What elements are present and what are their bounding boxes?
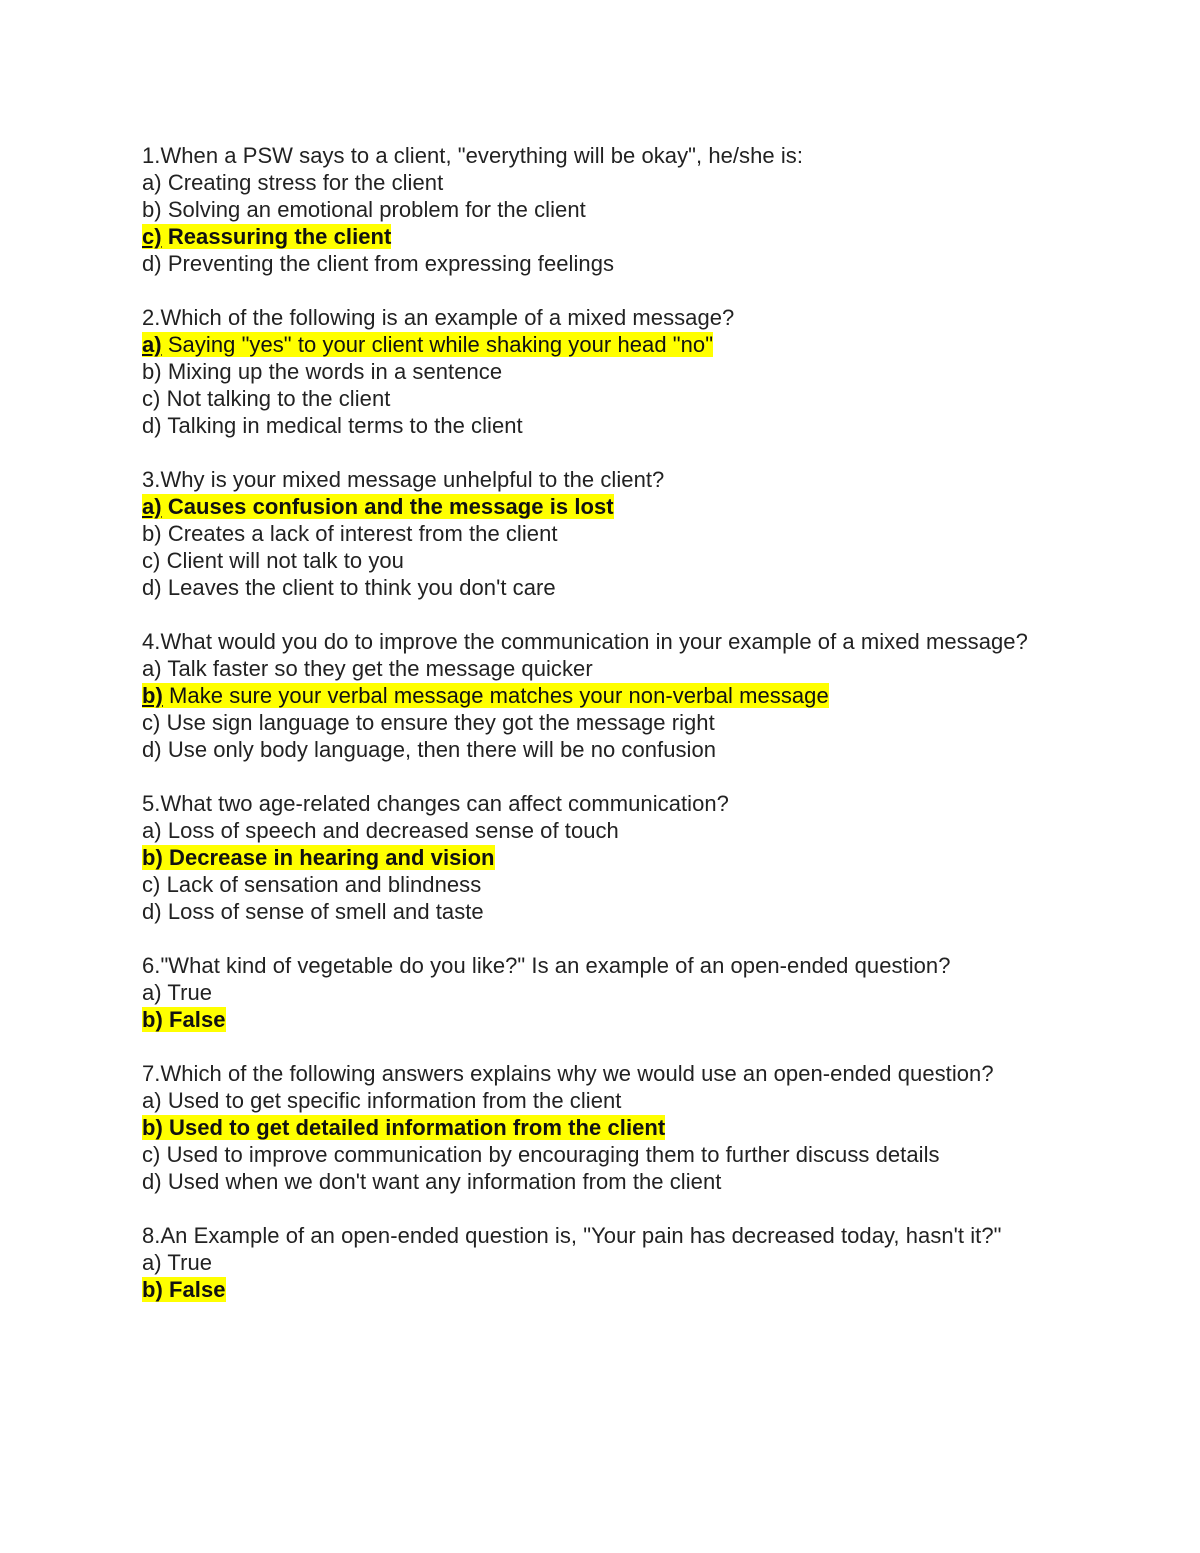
question-block	[142, 142, 1102, 277]
option-text: Not talking to the client	[160, 386, 391, 411]
option-letter: a)	[142, 980, 162, 1005]
highlighted-answer	[142, 1277, 226, 1302]
option-text: Loss of speech and decreased sense of touch	[161, 818, 619, 843]
option-text: Used when we don't want any information from the client	[161, 1169, 722, 1194]
option-text: Decrease in hearing and vision	[162, 845, 495, 870]
option-letter: d)	[142, 413, 162, 438]
answer-option	[142, 871, 1102, 898]
option-text: True	[161, 980, 213, 1005]
answer-option-correct	[142, 1276, 1102, 1303]
document-page	[142, 142, 1102, 1330]
option-content	[142, 980, 212, 1005]
question-text: 4.What would you do to improve the communication in your example of a mixed message?	[142, 629, 1028, 654]
answer-option	[142, 358, 1102, 385]
option-text: Lack of sensation and blindness	[160, 872, 482, 897]
option-content	[142, 656, 593, 681]
question-block	[142, 952, 1102, 1033]
option-letter: b)	[142, 1007, 163, 1032]
answer-option	[142, 196, 1102, 223]
question-text: 2.Which of the following is an example of a mixed message?	[142, 305, 735, 330]
answer-option	[142, 1141, 1102, 1168]
answer-option	[142, 169, 1102, 196]
option-letter: c)	[142, 386, 161, 411]
option-text: True	[161, 1250, 213, 1275]
option-content	[142, 251, 614, 276]
answer-option	[142, 736, 1102, 763]
option-text: Used to get detailed information from the client	[162, 1115, 666, 1140]
answer-option	[142, 1087, 1102, 1114]
answer-option	[142, 898, 1102, 925]
option-letter: d)	[142, 899, 162, 924]
option-letter: a)	[142, 818, 162, 843]
option-letter: b)	[142, 845, 163, 870]
highlighted-answer	[142, 494, 614, 519]
option-text: Creates a lack of interest from the client	[161, 521, 558, 546]
option-text: Leaves the client to think you don't care	[161, 575, 556, 600]
option-content	[142, 737, 716, 762]
answer-option-correct	[142, 1114, 1102, 1141]
option-text: Talk faster so they get the message quicker	[161, 656, 593, 681]
answer-option-correct	[142, 1006, 1102, 1033]
option-letter: a)	[142, 170, 162, 195]
option-text: Causes confusion and the message is lost	[161, 494, 614, 519]
option-content	[142, 413, 523, 438]
answer-option	[142, 250, 1102, 277]
option-letter: c)	[142, 710, 161, 735]
highlighted-answer	[142, 224, 391, 249]
option-content	[142, 1088, 621, 1113]
option-content	[142, 1142, 940, 1167]
highlighted-answer	[142, 683, 829, 708]
option-text: Loss of sense of smell and taste	[161, 899, 484, 924]
highlighted-answer	[142, 1007, 226, 1032]
option-letter: c)	[142, 872, 161, 897]
answer-option	[142, 1168, 1102, 1195]
option-letter: a)	[142, 656, 162, 681]
option-text: False	[162, 1277, 226, 1302]
option-content	[142, 521, 558, 546]
answer-option-correct	[142, 223, 1102, 250]
answer-option	[142, 547, 1102, 574]
answer-option	[142, 817, 1102, 844]
option-content	[142, 197, 586, 222]
option-content	[142, 548, 404, 573]
option-content	[142, 359, 502, 384]
option-text: Client will not talk to you	[160, 548, 404, 573]
option-content	[142, 710, 715, 735]
answer-option	[142, 520, 1102, 547]
question-block	[142, 1222, 1102, 1303]
option-content	[142, 386, 390, 411]
option-content	[142, 575, 556, 600]
option-letter: b)	[142, 359, 162, 384]
answer-option	[142, 655, 1102, 682]
question-block	[142, 628, 1102, 763]
option-text: Mixing up the words in a sentence	[161, 359, 503, 384]
question-text: 8.An Example of an open-ended question is, "Your pain has decreased today, hasn't it?"	[142, 1223, 1002, 1248]
option-letter: a)	[142, 1250, 162, 1275]
option-text: Used to get specific information from the client	[161, 1088, 622, 1113]
answer-option	[142, 574, 1102, 601]
answer-option	[142, 1249, 1102, 1276]
option-letter: b)	[142, 683, 163, 708]
question-text: 7.Which of the following answers explains why we would use an open-ended question?	[142, 1061, 994, 1086]
answer-option-correct	[142, 331, 1102, 358]
option-letter: b)	[142, 1115, 163, 1140]
option-content	[142, 872, 481, 897]
question-text: 6."What kind of vegetable do you like?" Is an example of an open-ended question?	[142, 953, 951, 978]
question-block	[142, 1060, 1102, 1195]
option-letter: d)	[142, 737, 162, 762]
option-text: Use only body language, then there will be no confusion	[161, 737, 717, 762]
answer-option-correct	[142, 493, 1102, 520]
option-letter: a)	[142, 494, 162, 519]
question-text: 1.When a PSW says to a client, "everything will be okay", he/she is:	[142, 143, 803, 168]
option-letter: a)	[142, 1088, 162, 1113]
option-content	[142, 1169, 721, 1194]
option-text: Saying "yes" to your client while shaking your head "no"	[161, 332, 714, 357]
option-letter: c)	[142, 224, 162, 249]
option-letter: b)	[142, 197, 162, 222]
option-content	[142, 818, 619, 843]
option-text: Use sign language to ensure they got the message right	[160, 710, 715, 735]
option-text: Used to improve communication by encouraging them to further discuss details	[160, 1142, 940, 1167]
answer-option-correct	[142, 682, 1102, 709]
highlighted-answer	[142, 845, 495, 870]
highlighted-answer	[142, 332, 713, 357]
option-text: Creating stress for the client	[161, 170, 444, 195]
option-letter: a)	[142, 332, 162, 357]
option-text: Reassuring the client	[161, 224, 392, 249]
question-block	[142, 304, 1102, 439]
option-content	[142, 899, 484, 924]
answer-option	[142, 709, 1102, 736]
highlighted-answer	[142, 1115, 665, 1140]
question-block	[142, 466, 1102, 601]
option-content	[142, 170, 443, 195]
option-text: Solving an emotional problem for the client	[161, 197, 586, 222]
option-letter: c)	[142, 548, 161, 573]
option-letter: b)	[142, 1277, 163, 1302]
answer-option	[142, 385, 1102, 412]
question-text: 3.Why is your mixed message unhelpful to the client?	[142, 467, 665, 492]
question-block	[142, 790, 1102, 925]
option-letter: d)	[142, 251, 162, 276]
answer-option-correct	[142, 844, 1102, 871]
question-text: 5.What two age-related changes can affect communication?	[142, 791, 729, 816]
option-text: Make sure your verbal message matches your non-verbal message	[162, 683, 829, 708]
option-text: Talking in medical terms to the client	[161, 413, 523, 438]
option-letter: c)	[142, 1142, 161, 1167]
option-content	[142, 1250, 212, 1275]
option-letter: d)	[142, 575, 162, 600]
option-letter: d)	[142, 1169, 162, 1194]
answer-option	[142, 412, 1102, 439]
answer-option	[142, 979, 1102, 1006]
option-text: Preventing the client from expressing feelings	[161, 251, 615, 276]
option-text: False	[162, 1007, 226, 1032]
option-letter: b)	[142, 521, 162, 546]
